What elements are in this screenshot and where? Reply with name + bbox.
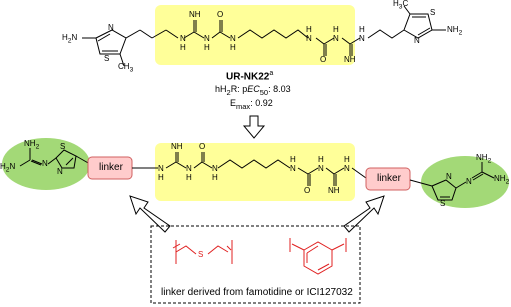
compound-emax: $E_{max}$: 0.92 — [230, 98, 273, 111]
atom-h-bcore-4: H — [290, 155, 296, 164]
atom-n-hex-top-right: N — [306, 34, 312, 43]
atom-n-bcore-4: N — [290, 164, 296, 173]
atom-s-top-right: S — [430, 8, 436, 17]
compound-name: UR-NK22$^a$ — [226, 70, 274, 83]
atom-h-urea-top-right: H — [333, 25, 339, 34]
atom-s-bottom-left: S — [60, 142, 66, 151]
atom-o-bcore-right: O — [304, 186, 311, 195]
atom-nh-bcore-right: NH — [328, 186, 340, 195]
atom-h-bcore-3: H — [212, 173, 218, 182]
atom-o-top-left: O — [217, 10, 224, 19]
thiazole-right-top — [404, 6, 446, 38]
atom-n-top-left: N — [108, 23, 114, 32]
atom-ch3-top-left: $CH_3$ — [118, 62, 134, 74]
atom-n-bottom-right: N — [446, 172, 452, 181]
atom-h-guan-top-left: H — [180, 43, 186, 52]
atom-n-bcore-2: N — [186, 164, 192, 173]
atom-nh2-bottom-left-top: $NH_2$ — [24, 139, 40, 151]
atom-n2-bottom-left: N — [57, 167, 63, 176]
atom-n-top-right: N — [414, 36, 420, 45]
atom-n-bcore-5: N — [318, 164, 324, 173]
atom-h-hex-top-right: H — [306, 25, 312, 34]
arrow-to-right-linker — [344, 196, 384, 232]
atom-nh2-top-right: $NH_2$ — [447, 25, 463, 37]
arrow-to-left-linker — [130, 196, 170, 232]
atom-n-bcore-1: N — [158, 164, 164, 173]
atom-o-bcore-left: O — [199, 142, 206, 151]
atom-n-bottom-left: N — [42, 159, 48, 168]
atom-h-guan-top-right: H — [359, 25, 365, 34]
atom-n-guan-top-right: N — [359, 34, 365, 43]
atom-nh-top-right: NH — [344, 55, 356, 64]
atom-h2n-top: $H_2N$ — [62, 33, 78, 45]
linker-label-right: linker — [377, 173, 401, 184]
caption-text: linker derived from famotidine or ICI127032 — [161, 287, 353, 298]
atom-n-urea-top-left: N — [204, 34, 210, 43]
atom-n2-bottom-right: N — [466, 177, 472, 186]
atom-nh-bcore: NH — [171, 142, 183, 151]
atom-n-urea-top-right: N — [333, 34, 339, 43]
atom-n-bcore-3: N — [212, 164, 218, 173]
atom-nh2-bottom-right-top: $NH_2$ — [476, 153, 492, 165]
atom-s-bottom-right: S — [440, 199, 446, 208]
core-highlight-bottom — [155, 143, 355, 201]
atom-h-hex-top-left: H — [230, 43, 236, 52]
atom-h-bcore-5: H — [318, 155, 324, 164]
atom-s-fragment: S — [198, 250, 204, 259]
atom-s-top-left: S — [104, 54, 110, 63]
compound-potency: $hH_2R$: pEC$_{50}$: 8.03 — [215, 84, 291, 97]
atom-h-urea-top-left: H — [204, 43, 210, 52]
atom-n-guan-top-left: N — [180, 34, 186, 43]
atom-h3c-top-right: $H_3C$ — [393, 0, 409, 11]
atom-nh2-bottom-right: $NH_2$ — [494, 174, 510, 186]
atom-h-bcore-6: H — [344, 155, 350, 164]
linker-label-left: linker — [99, 162, 123, 173]
atom-h2n-bottom-left: $H_2N$ — [0, 162, 16, 174]
atom-h-bcore-2: H — [186, 173, 192, 182]
atom-n-bcore-6: N — [344, 164, 350, 173]
atom-h-bcore-1: H — [158, 173, 164, 182]
atom-n-hex-top-left: N — [230, 34, 236, 43]
down-arrow — [244, 116, 264, 138]
benzene-fragment — [290, 238, 346, 274]
atom-nh-top-left: NH — [189, 10, 201, 19]
atom-o-top-right: O — [320, 55, 327, 64]
